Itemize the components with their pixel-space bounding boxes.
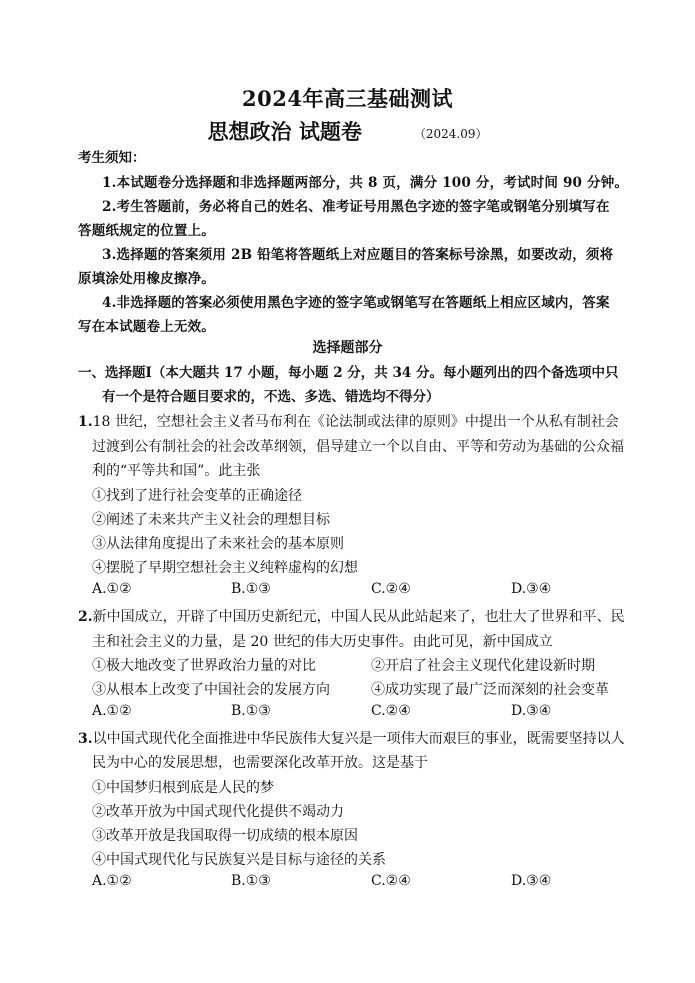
question-2-option-1: ①极大地改变了世界政治力量的对比 <box>92 658 316 674</box>
notice-line-5: 原填涂处用橡皮擦净。 <box>78 271 215 287</box>
question-3-stem-text-1: 以中国式现代化全面推进中华民族伟大复兴是一项伟大而艰巨的事业，既需要坚持以人 <box>92 731 625 747</box>
exam-date: （2024.09） <box>413 127 488 141</box>
question-3-option-3: ③改革开放是我国取得一切成绩的根本原因 <box>92 828 358 844</box>
question-1-stem-3: 利的“平等共和国”。此主张 <box>92 463 261 479</box>
notice-line-2: 2.考生答题前，务必将自己的姓名、准考证号用黑色字迹的签字笔或钢笔分别填写在 <box>102 199 610 215</box>
question-1-stem-1 <box>78 411 619 431</box>
notice-line-4: 3.选择题的答案须用 2B 铅笔将答题纸上对应题目的答案标号涂黑，如要改动，须将 <box>102 247 614 263</box>
question-3-answer-c[interactable]: C.②④ <box>371 873 411 889</box>
notice-line-7: 写在本试题卷上无效。 <box>78 319 215 335</box>
question-2-answer-b[interactable]: B.①③ <box>231 703 271 719</box>
question-3-stem-1 <box>78 728 625 748</box>
question-3-stem-2: 民为中心的发展思想，也需要深化改革开放。这是基于 <box>92 755 428 771</box>
notice-line-1: 1.本试题卷分选择题和非选择题两部分，共 8 页，满分 100 分，考试时间 90 分钟。 <box>102 175 629 191</box>
exam-title: 2024年高三基础测试 <box>242 86 453 111</box>
question-3-option-4: ④中国式现代化与民族复兴是目标与途径的关系 <box>92 852 386 868</box>
notice-line-6: 4.非选择题的答案必须使用黑色字迹的签字笔或钢笔写在答题纸上相应区域内，答案 <box>102 295 610 311</box>
question-2-stem-text-1: 新中国成立，开辟了中国历史新纪元，中国人民从此站起来了，也壮大了世界和平、民 <box>92 609 625 625</box>
question-1-stem-text-1: 18 世纪，空想社会主义者马布利在《论法制或法律的原则》中提出一个从私有制社会 <box>92 414 619 430</box>
question-1-answer-a[interactable]: A.①② <box>92 581 132 597</box>
question-3-number: 3. <box>78 731 93 747</box>
section-title: 选择题部分 <box>312 340 383 356</box>
question-2-number: 2. <box>78 609 93 625</box>
question-3-answer-d[interactable]: D.③④ <box>511 873 552 889</box>
question-3-answer-a[interactable]: A.①② <box>92 873 132 889</box>
question-3-option-2: ②改革开放为中国式现代化提供不竭动力 <box>92 804 344 820</box>
notice-line-3: 答题纸规定的位置上。 <box>78 223 215 239</box>
question-2-answer-a[interactable]: A.①② <box>92 703 132 719</box>
question-1-stem-2: 过渡到公有制社会的社会改革纲领，倡导建立一个以自由、平等和劳动为基础的公众福 <box>92 439 624 455</box>
section-heading-line-1: 一、选择题Ⅰ（本大题共 17 小题，每小题 2 分，共 34 分。每小题列出的四个备选项中只 <box>78 365 619 381</box>
question-3-answer-b[interactable]: B.①③ <box>231 873 271 889</box>
question-2-answer-d[interactable]: D.③④ <box>511 703 552 719</box>
question-1-answer-c[interactable]: C.②④ <box>371 581 411 597</box>
question-2-answer-c[interactable]: C.②④ <box>371 703 411 719</box>
question-1-answer-d[interactable]: D.③④ <box>511 581 552 597</box>
exam-subtitle <box>0 116 695 146</box>
question-1-option-3: ③从法律角度提出了未来社会的基本原则 <box>92 536 344 552</box>
section-heading-line-2: 有一个是符合题目要求的，不选、多选、错选均不得分） <box>102 389 440 405</box>
question-2-stem-2: 主和社会主义的力量，是 20 世纪的伟大历史事件。由此可见，新中国成立 <box>92 634 553 650</box>
question-1-answer-b[interactable]: B.①③ <box>231 581 271 597</box>
question-2-stem-1 <box>78 606 625 626</box>
notice-heading: 考生须知： <box>78 150 146 166</box>
question-2-option-4: ④成功实现了最广泛而深刻的社会变革 <box>371 682 609 698</box>
question-2-option-2: ②开启了社会主义现代化建设新时期 <box>371 658 595 674</box>
question-1-option-4: ④摆脱了早期空想社会主义纯粹虚构的幻想 <box>92 560 358 576</box>
question-3-option-1: ①中国梦归根到底是人民的梦 <box>92 780 274 796</box>
subject-title: 思想政治 试题卷 <box>207 119 362 144</box>
question-1-number: 1. <box>78 414 93 430</box>
question-2-option-3: ③从根本上改变了中国社会的发展方向 <box>92 682 330 698</box>
question-1-option-1: ①找到了进行社会变革的正确途径 <box>92 488 302 504</box>
question-1-option-2: ②阐述了未来共产主义社会的理想目标 <box>92 512 330 528</box>
